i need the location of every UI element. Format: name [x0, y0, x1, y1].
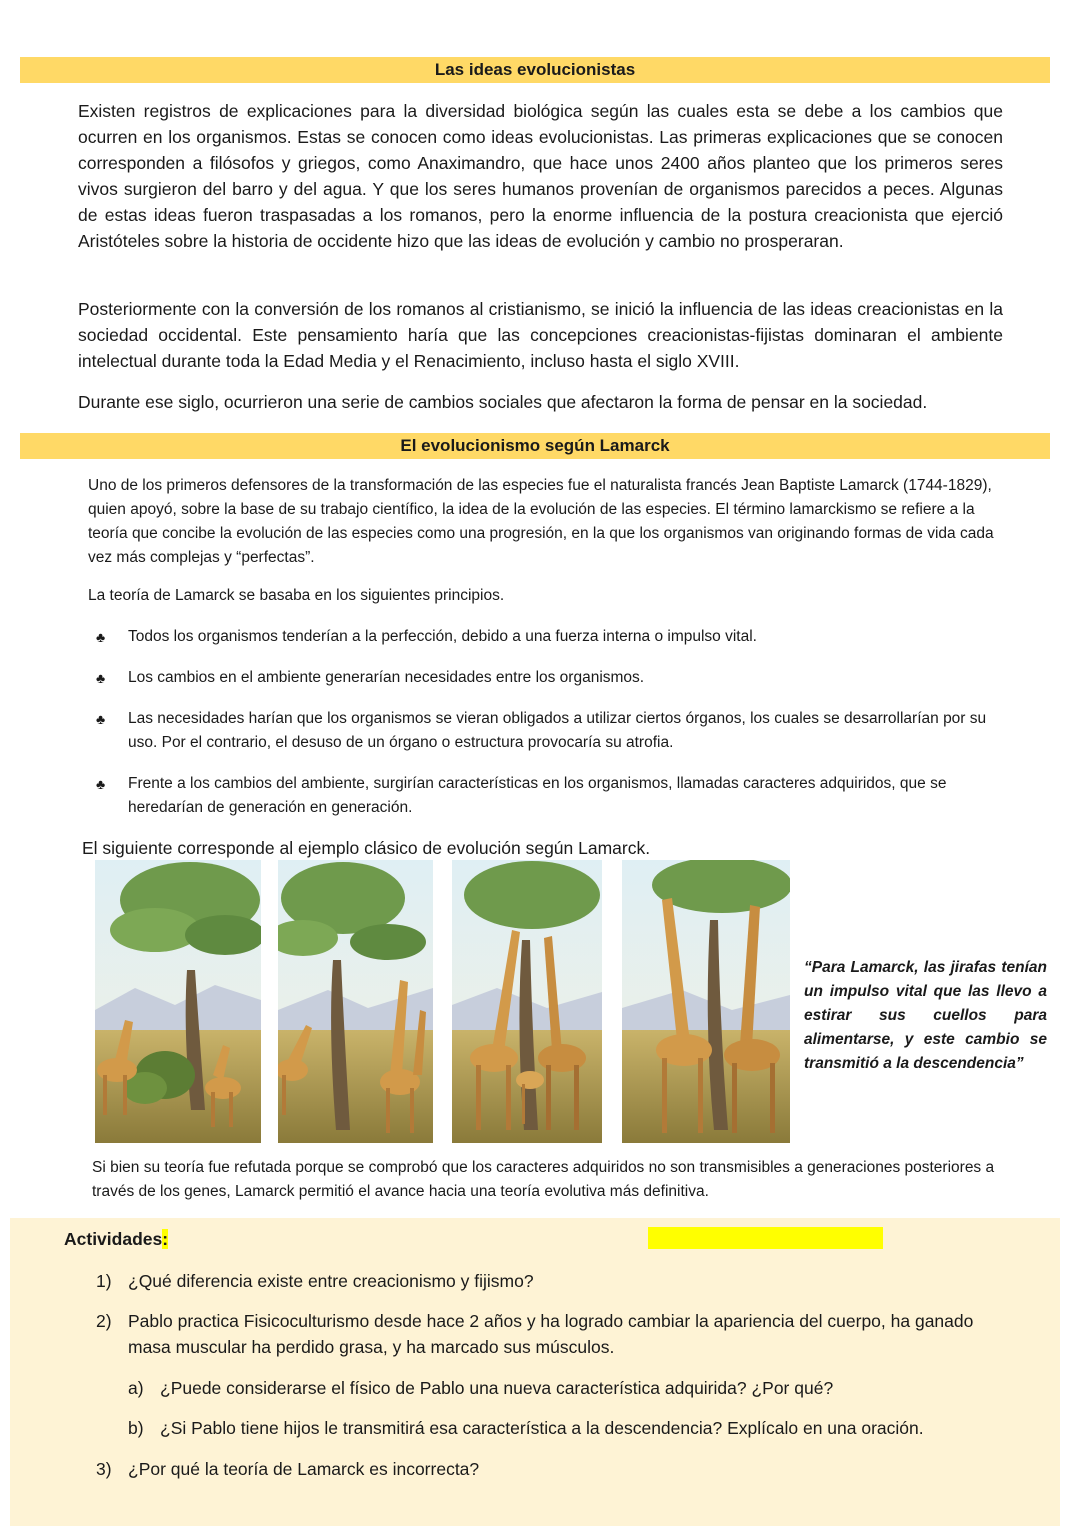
- question-text: ¿Por qué la teoría de Lamarck es incorrecta?: [128, 1459, 480, 1479]
- paragraph-christianity: Posteriormente con la conversión de los romanos al cristianismo, se inició la influencia de las ideas creacionistas en la sociedad occidental. Este pensamiento haría que las concepciones creacionistas-fijistas dominaran el ambiente intelectual durante toda la Edad Media y el Renacimiento, incluso hasta el siglo XVIII.: [78, 299, 1003, 371]
- principle-text: Frente a los cambios del ambiente, surgirían características en los organismos, llamadas caracteres adquiridos, que se heredarían de generación en generación.: [128, 775, 947, 816]
- question-text: Pablo practica Fisicoculturismo desde hace 2 años y ha logrado cambiar la apariencia del cuerpo, ha ganado masa muscular ha perdido grasa, y ha marcado sus músculos.: [128, 1311, 974, 1357]
- example-intro: El siguiente corresponde al ejemplo clásico de evolución según Lamarck.: [82, 838, 651, 858]
- activities-title-text: Actividades: [64, 1229, 163, 1249]
- principle-text: Los cambios en el ambiente generarían necesidades entre los organismos.: [128, 669, 645, 686]
- question-number: 1): [96, 1271, 112, 1291]
- activities-title-colon: :: [162, 1229, 169, 1249]
- giraffe-panel-1: [95, 860, 261, 1143]
- question-text: ¿Si Pablo tiene hijos le transmitirá esa característica a la descendencia? Explícalo en una oración.: [160, 1418, 924, 1438]
- question-number: 2): [96, 1311, 112, 1331]
- section-title-evolutionist-ideas: Las ideas evolucionistas: [20, 57, 1050, 83]
- club-bullet-icon: ♣: [96, 711, 106, 727]
- club-bullet-icon: ♣: [96, 776, 106, 792]
- giraffe-caption: “Para Lamarck, las jirafas tenían un impulso vital que las llevo a estirar sus cuellos para alimentarse, y este cambio se transmitió a la descendencia”: [804, 959, 1047, 1072]
- activities-section: [10, 1218, 1060, 1526]
- question-number: b): [128, 1418, 144, 1438]
- question-number: a): [128, 1378, 144, 1398]
- question-text: ¿Puede considerarse el físico de Pablo una nueva característica adquirida? ¿Por qué?: [160, 1378, 834, 1398]
- giraffe-panel-4: [622, 860, 790, 1143]
- paragraph-social-changes: Durante ese siglo, ocurrieron una serie de cambios sociales que afectaron la forma de pensar en la sociedad.: [78, 392, 928, 412]
- question-number: 3): [96, 1459, 112, 1479]
- giraffe-illustration: [95, 860, 790, 1143]
- principle-text: Todos los organismos tenderían a la perfección, debido a una fuerza interna o impulso vital.: [128, 628, 757, 645]
- principles-intro: La teoría de Lamarck se basaba en los siguientes principios.: [88, 587, 505, 604]
- giraffe-panel-3: [452, 860, 602, 1143]
- paragraph-evolutionist-ideas: Existen registros de explicaciones para la diversidad biológica según las cuales esta se debe a los cambios que ocurren en los organismos. Estas se conocen como ideas evolucionistas. Las primeras explicaciones que se conocen corresponden a filósofos y griegos, como Anaximandro, que hace unos 2400 años planteo que los primeros seres vivos surgieron del barro y del agua. Y que los seres humanos provenían de organismos parecidos a peces. Algunas de estas ideas fueron traspasadas a los romanos, pero la enorme influencia de la postura creacionista que ejerció Aristóteles sobre la historia de occidente hizo que las ideas de evolución y cambio no prosperaran.: [78, 101, 1003, 251]
- giraffe-panel-2: [278, 860, 433, 1143]
- question-text: ¿Qué diferencia existe entre creacionismo y fijismo?: [128, 1271, 534, 1291]
- club-bullet-icon: ♣: [96, 670, 106, 686]
- highlight-box: [648, 1227, 883, 1249]
- club-bullet-icon: ♣: [96, 629, 106, 645]
- activities-title: [64, 1226, 168, 1252]
- paragraph-lamarck-intro: Uno de los primeros defensores de la transformación de las especies fue el naturalista francés Jean Baptiste Lamarck (1744-1829), quien apoyó, sobre la base de su trabajo científico, la idea de la evolución de las especies. El término lamarckismo se refiere a la teoría que concibe la evolución de las especies como una progresión, en la que los organismos van originando formas de vida cada vez más complejas y “perfectas”.: [88, 477, 994, 566]
- principle-text: Las necesidades harían que los organismos se vieran obligados a utilizar ciertos órganos, los cuales se desarrollarían por su uso. Por el contrario, el desuso de un órgano o estructura provocaría su atrofia.: [128, 710, 987, 751]
- paragraph-conclusion: Si bien su teoría fue refutada porque se comprobó que los caracteres adquiridos no son transmisibles a generaciones posteriores a través de los genes, Lamarck permitió el avance hacia una teoría evolutiva más definitiva.: [92, 1159, 995, 1200]
- section-title-lamarck: El evolucionismo según Lamarck: [20, 433, 1050, 459]
